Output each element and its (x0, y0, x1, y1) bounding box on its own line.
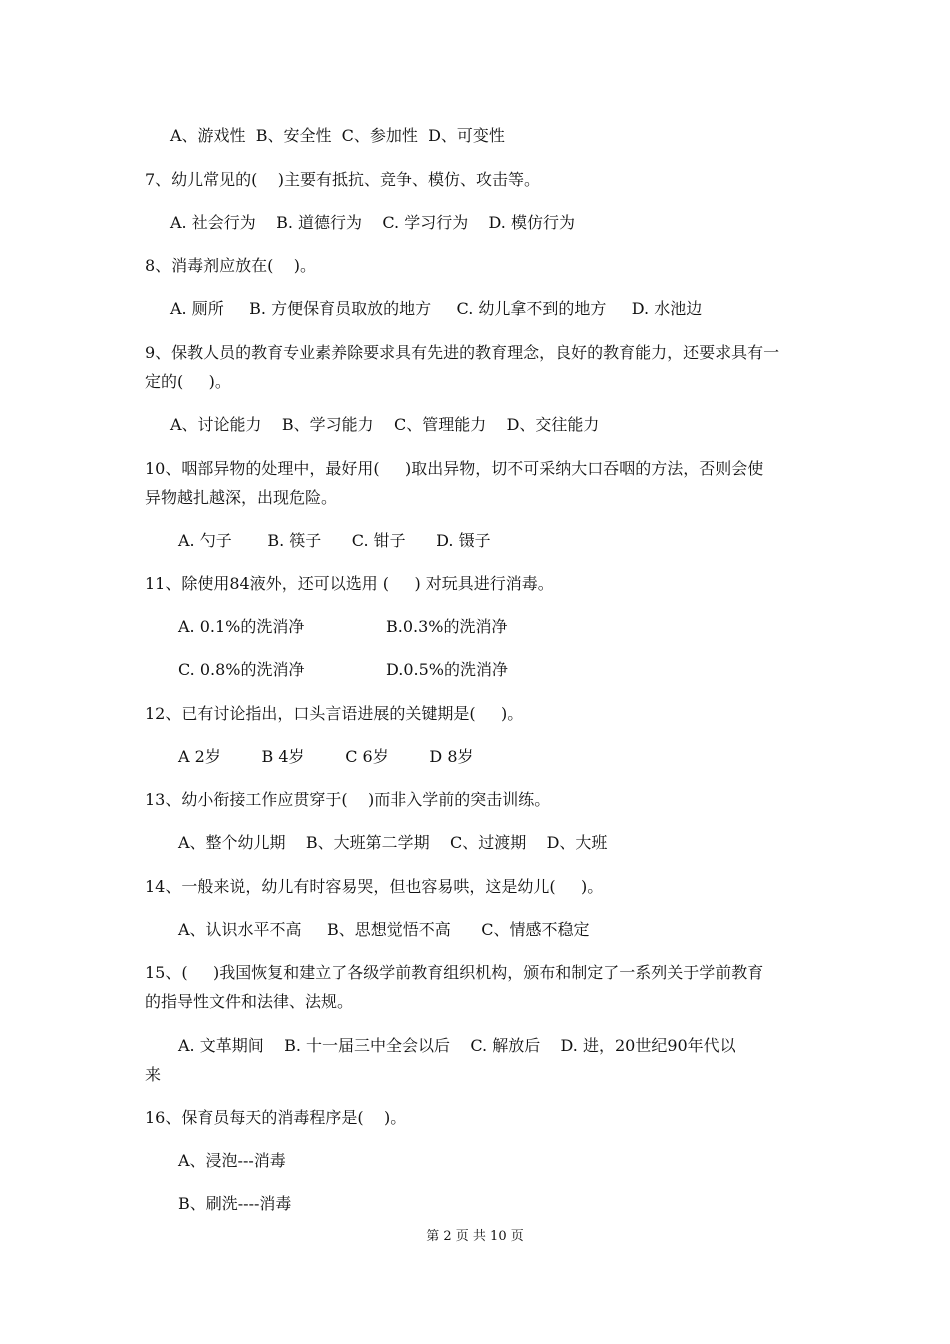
q11-option-a: A. 0.1%的洗消净 (178, 617, 305, 636)
question-9-line-2: 定的( )。 (145, 372, 231, 391)
q9-options: A、讨论能力 B、学习能力 C、管理能力 D、交往能力 (170, 415, 600, 434)
q6-options: A、游戏性 B、安全性 C、参加性 D、可变性 (170, 126, 505, 145)
q8-options: A. 厕所 B. 方便保育员取放的地方 C. 幼儿拿不到的地方 D. 水池边 (170, 299, 703, 318)
question-15-line-2: 的指导性文件和法律、法规。 (145, 992, 354, 1011)
q11-option-c: C. 0.8%的洗消净 (178, 660, 305, 679)
q10-options: A. 勺子 B. 筷子 C. 钳子 D. 镊子 (178, 531, 491, 550)
question-8: 8、消毒剂应放在( )。 (145, 256, 317, 275)
q16-option-a: A、浸泡---消毒 (178, 1151, 286, 1170)
q16-option-b: B、刷洗----消毒 (178, 1194, 292, 1213)
question-9-line-1: 9、保教人员的教育专业素养除要求具有先进的教育理念，良好的教育能力，还要求具有一 (145, 343, 780, 362)
q7-options: A. 社会行为 B. 道德行为 C. 学习行为 D. 模仿行为 (170, 213, 575, 232)
q15-options-wrap: 来 (145, 1065, 162, 1084)
question-11: 11、除使用84液外，还可以选用 ( ) 对玩具进行消毒。 (145, 574, 554, 593)
question-7: 7、幼儿常见的( )主要有抵抗、竞争、模仿、攻击等。 (145, 170, 541, 189)
q14-options: A、认识水平不高 B、思想觉悟不高 C、情感不稳定 (178, 920, 590, 939)
question-10-line-1: 10、咽部异物的处理中，最好用( )取出异物，切不可采纳大口吞咽的方法，否则会使 (145, 459, 764, 478)
page-footer: 第 2 页 共 10 页 (426, 1229, 524, 1244)
question-13: 13、幼小衔接工作应贯穿于( )而非入学前的突击训练。 (145, 790, 551, 809)
question-10-line-2: 异物越扎越深，出现危险。 (145, 488, 338, 507)
q12-options: A 2岁 B 4岁 C 6岁 D 8岁 (178, 747, 474, 766)
question-16: 16、保育员每天的消毒程序是( )。 (145, 1108, 407, 1127)
q13-options: A、整个幼儿期 B、大班第二学期 C、过渡期 D、大班 (178, 833, 608, 852)
q11-option-d: D.0.5%的洗消净 (386, 660, 508, 679)
q15-options: A. 文革期间 B. 十一届三中全会以后 C. 解放后 D. 进，20世纪90年代以 (178, 1036, 736, 1055)
q11-option-b: B.0.3%的洗消净 (386, 617, 508, 636)
question-12: 12、已有讨论指出，口头言语进展的关键期是( )。 (145, 704, 524, 723)
question-15-line-1: 15、( )我国恢复和建立了各级学前教育组织机构，颁布和制定了一系列关于学前教育 (145, 963, 764, 982)
question-14: 14、一般来说，幼儿有时容易哭，但也容易哄，这是幼儿( )。 (145, 877, 604, 896)
